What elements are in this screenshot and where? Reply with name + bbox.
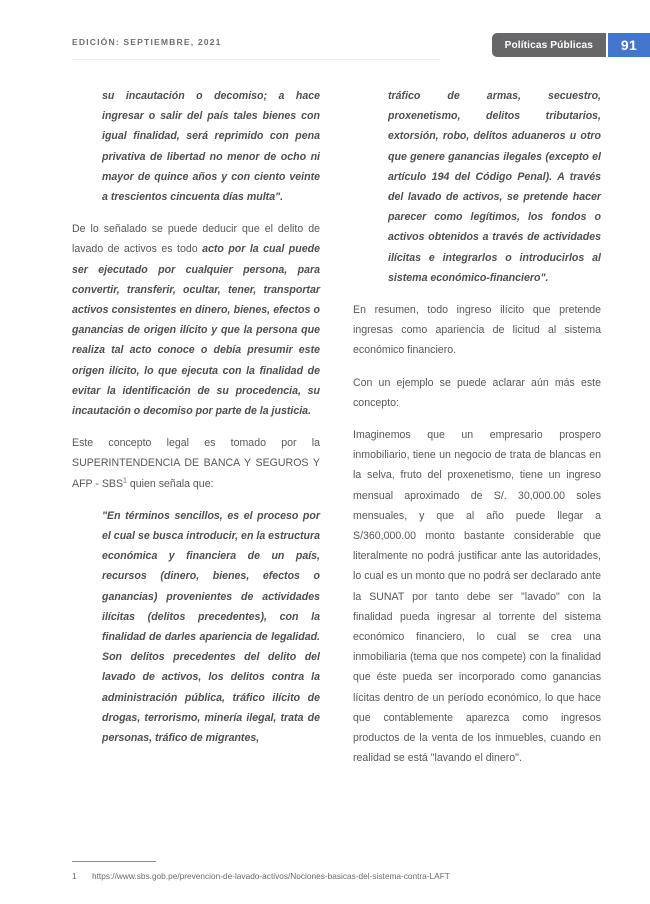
page-number-badge: 91 — [608, 33, 650, 57]
footnote-area — [72, 861, 632, 882]
paragraph-example-body: Imaginemos que un empresario prospero inmobiliario, tiene un negocio de trata de blancas en la selva, fruto del proxenetismo, tiene un ingreso mensual aproximado de S/. 30,000.00 soles mensuales, y que al año puede llegar a S/360,000.00 monto bastante considerable que literalmente no podrá justificar ante las autoridades, lo cual es un monto que no podrá ser declarado ante la SUNAT por tanto debe ser "lavado" con la finalidad pueda ingresar al torrente del sistema económico financiero, lo cual se crea una inmobiliaria (tema que nos compete) con la finalidad que éste pueda ser incorporado como ganancias lícitas dentro de un período económico, lo que hace que contablemente aparezca como ingresos productos de la venta de los inmuebles, cuando en realidad se está "lavando el dinero". — [353, 429, 601, 765]
paragraph-sbs-attribution — [72, 433, 320, 494]
paragraph-definition-emphasis: acto por la cual puede ser ejecutado por cualquier persona, para convertir, transferir, ocultar, tener, transportar activos consistentes en dinero, bienes, efectos o ganancias de origen ilícito y que la persona que realiza tal acto conoce o debía presumir este origen ilícito, lo que ejecuta con la finalidad de evitar la identificación de su procedencia, su incautación o decomiso por parte de la justicia. — [72, 243, 320, 418]
footnote-number: 1 — [72, 871, 77, 881]
footnote-divider — [72, 861, 156, 862]
footnote-url[interactable]: https://www.sbs.gob.pe/prevencion-de-lavado-activos/Nociones-basicas-del-sistema-contra-LAFT — [92, 871, 450, 881]
right-column — [353, 86, 601, 769]
paragraph-example-intro: Con un ejemplo se puede aclarar aún más este concepto: — [353, 376, 601, 409]
page-header — [0, 0, 650, 70]
paragraph-definition — [72, 219, 320, 421]
footnote-marker[interactable]: 1 — [123, 477, 127, 485]
header-divider — [72, 59, 440, 60]
edition-label: EDICIÓN: SEPTIEMBRE, 2021 — [72, 37, 222, 47]
section-tab: Políticas Públicas — [492, 33, 606, 57]
block-quote-sbs-continuation: tráfico de armas, secuestro, proxenetismo, delitos tributarios, extorsión, robo, delitos aduaneros u otro que genere ganancias ilegales (excepto el artículo 194 del Código Penal). A través del lavado de activos, se pretende hacer parecer como legítimos, los fondos o activos obtenidos a través de actividades ilícitas e integrarlos o introducirlos al sistema económico-financiero". — [388, 90, 601, 284]
left-column — [72, 86, 320, 748]
paragraph-summary: En resumen, todo ingreso ilícito que pretende ingresas como apariencia de licitud al sistema económico financiero. — [353, 304, 601, 357]
block-quote-continuation: su incautación o decomiso; a hace ingresar o salir del país tales bienes con igual finalidad, será reprimido con pena privativa de libertad no menor de ocho ni mayor de quince años y con ciento veinte a trescientos cincuenta días multa". — [102, 90, 320, 204]
block-quote-sbs: "En términos sencillos, es el proceso por el cual se busca introducir, en la estructura económica y financiera de un país, recursos (dinero, bienes, efectos o ganancias) provenientes de actividades ilícitas (delitos precedentes), con la finalidad de darles apariencia de legalidad. Son delitos precedentes del delito del lavado de activos, los delitos contra la administración pública, tráfico ilícito de drogas, terrorismo, minería ilegal, trata de personas, tráfico de migrantes, — [102, 509, 320, 745]
footnote-entry — [72, 870, 632, 882]
paragraph-definition-lead: De lo señalado se puede deducir que el delito de lavado de activos es todo — [72, 223, 320, 256]
sbs-attribution-text: Este concepto legal es tomado por la SUPERINTENDENCIA DE BANCA Y SEGUROS Y AFP - SBS — [72, 437, 320, 490]
sbs-attribution-tail: quien señala que: — [126, 477, 214, 490]
